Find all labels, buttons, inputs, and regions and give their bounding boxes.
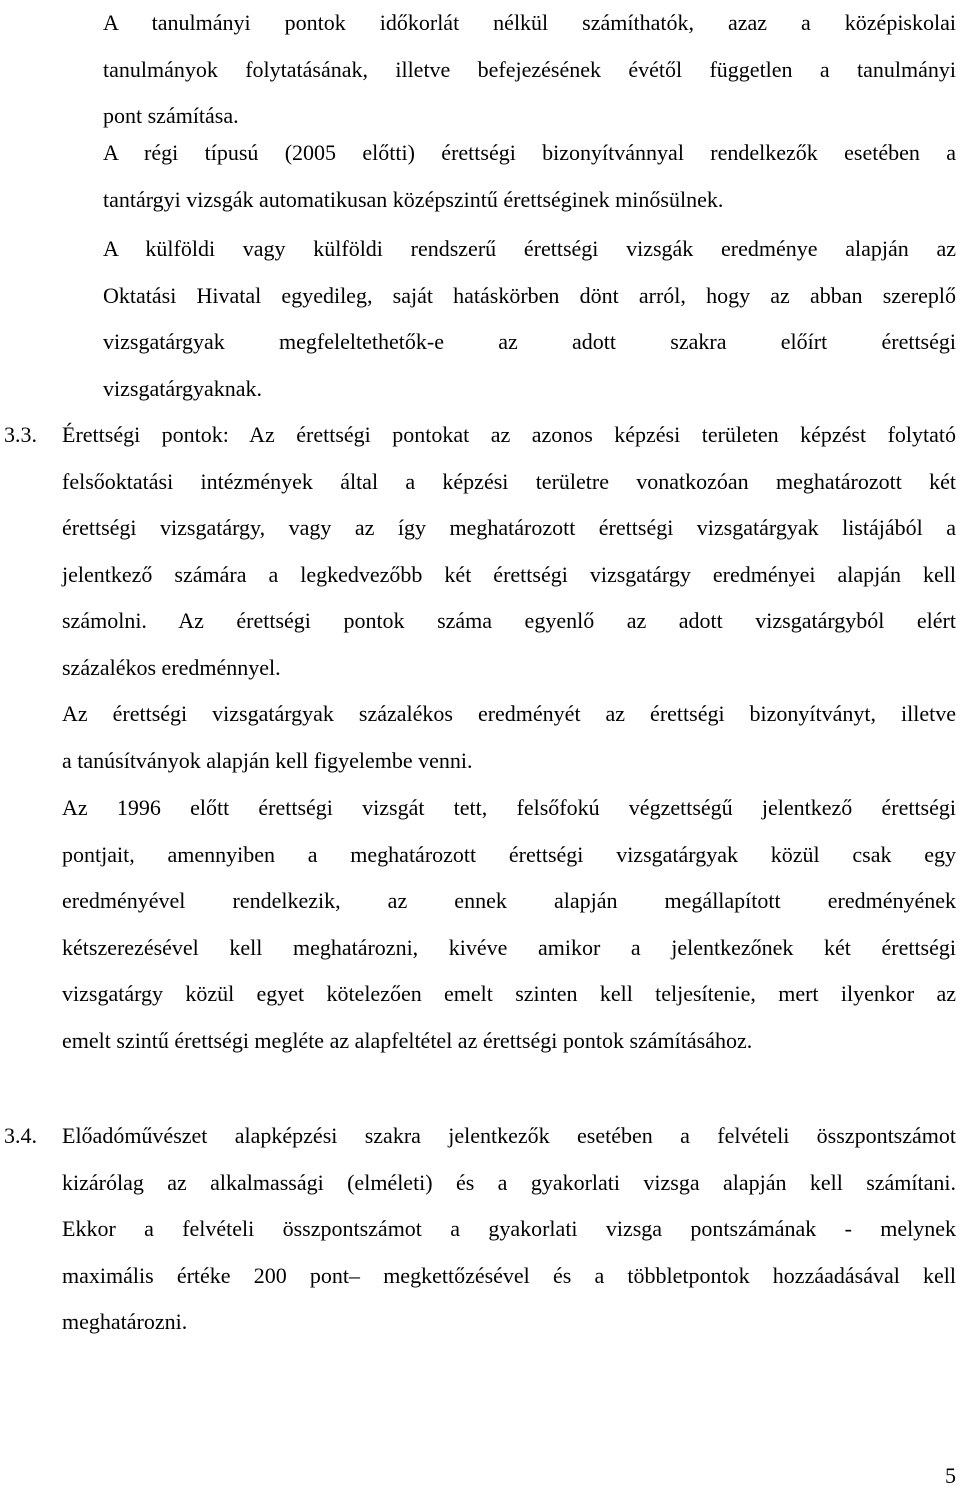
section-3-3-szazalekos-paragraph (62, 691, 956, 784)
text-line: pontjait, amennyiben a meghatározott érettségi vizsgatárgyak közül csak egy (62, 841, 956, 867)
text-line: kizárólag az alkalmassági (elméleti) és a gyakorlati vizsga alapján kell számítani. (62, 1169, 956, 1195)
text-line: vizsgatárgy közül egyet kötelezően emelt szinten kell teljesítenie, mert ilyenkor az (62, 981, 956, 1006)
section-3-3-1996-paragraph (62, 785, 956, 1064)
text-line: a tanúsítványok alapján kell figyelembe venni. (62, 747, 473, 773)
text-line: A régi típusú (2005 előtti) érettségi bizonyítvánnyal rendelkezők esetében a (103, 140, 956, 165)
text-line: vizsgatárgyaknak. (103, 375, 263, 401)
text-line: Ekkor a felvételi összpontszámot a gyakorlati vizsga pontszámának - melynek (62, 1216, 956, 1241)
text-line: Érettségi pontok: Az érettségi pontokat az azonos képzési területen képzést folytató (62, 422, 956, 447)
section-3-3-paragraph (62, 412, 956, 691)
page-number: 5 (945, 1463, 956, 1488)
text-line: pont számítása. (103, 103, 239, 128)
paragraph-tanulmanyi-pontok (103, 0, 956, 140)
text-line: kétszerezésével kell meghatározni, kivéve amikor a jelentkezőnek két érettségi (62, 934, 956, 960)
text-line: emelt szintű érettségi megléte az alapfeltétel az érettségi pontok számításához. (62, 1027, 753, 1053)
paragraph-kulfoldi (103, 226, 956, 412)
text-line: felsőoktatási intézmények által a képzési területre vonatkozóan meghatározott két (62, 468, 956, 494)
section-3-4-paragraph (62, 1113, 956, 1346)
section-number-3-3: 3.3. (4, 422, 37, 447)
text-line: eredményével rendelkezik, az ennek alapján megállapított eredményének (62, 888, 956, 913)
text-line: maximális értéke 200 pont– megkettőzésével és a többletpontok hozzáadásával kell (62, 1262, 956, 1288)
text-line: érettségi vizsgatárgy, vagy az így meghatározott érettségi vizsgatárgyak listájából a (62, 515, 956, 540)
text-line: meghatározni. (62, 1309, 188, 1334)
text-line: jelentkező számára a legkedvezőbb két érettségi vizsgatárgy eredményei alapján kell (62, 561, 956, 587)
text-line: Oktatási Hivatal egyedileg, saját hatáskörben dönt arról, hogy az abban szereplő (103, 282, 956, 308)
text-line: A külföldi vagy külföldi rendszerű érettségi vizsgák eredménye alapján az (103, 236, 956, 261)
text-line: vizsgatárgyak megfeleltethetők-e az adott szakra előírt érettségi (103, 329, 956, 354)
text-line: tanulmányok folytatásának, illetve befejezésének évétől független a tanulmányi (103, 56, 956, 82)
text-line: Az 1996 előtt érettségi vizsgát tett, felsőfokú végzettségű jelentkező érettségi (62, 795, 956, 820)
text-line: tantárgyi vizsgák automatikusan középszintű érettséginek minősülnek. (103, 186, 724, 212)
text-line: Az érettségi vizsgatárgyak százalékos eredményét az érettségi bizonyítványt, illetve (62, 701, 956, 726)
text-line: A tanulmányi pontok időkorlát nélkül számíthatók, azaz a középiskolai (103, 10, 956, 35)
paragraph-regi-tipusu (103, 130, 956, 223)
text-line: százalékos eredménnyel. (62, 654, 281, 680)
section-number-3-4: 3.4. (4, 1123, 37, 1148)
text-line: Előadóművészet alapképzési szakra jelentkezők esetében a felvételi összpontszámot (62, 1123, 956, 1148)
text-line: számolni. Az érettségi pontok száma egyenlő az adott vizsgatárgyból elért (62, 608, 956, 633)
